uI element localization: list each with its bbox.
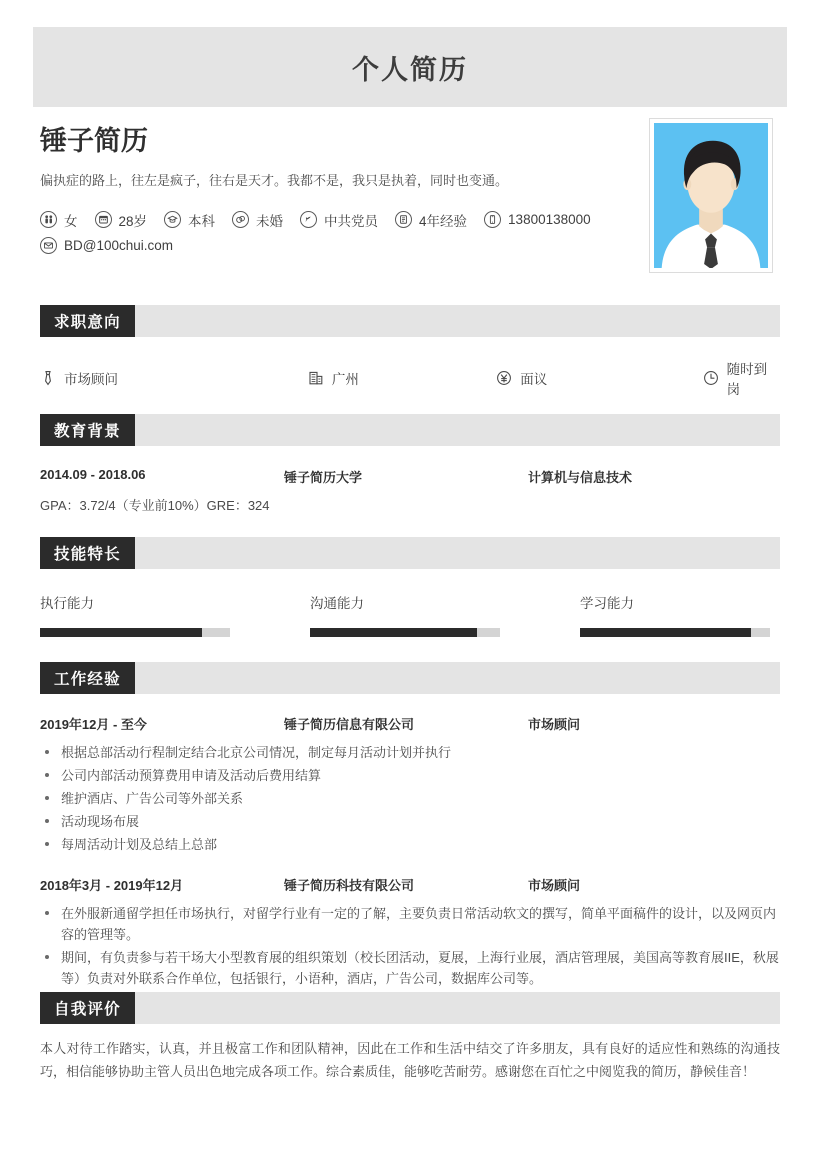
meta-experience [395, 210, 467, 230]
envelope-icon [40, 237, 57, 254]
intention-salary [496, 368, 702, 388]
skill-item-2 [580, 592, 770, 637]
skill-item-1 [310, 592, 580, 637]
section-header-education [40, 414, 780, 446]
section-title-skills: 技能特长 [40, 537, 135, 569]
calendar-icon [95, 211, 112, 228]
job-title: 市场顾问 [528, 878, 581, 894]
section-header-experience [40, 662, 780, 694]
section-body-skills [40, 592, 780, 637]
meta-age [95, 210, 148, 230]
job-title: 市场顾问 [528, 717, 581, 732]
intention-position [40, 368, 308, 388]
bullet-dot-icon [45, 773, 49, 777]
meta-experience-label: 4年经验 [419, 213, 468, 229]
clock-icon [703, 370, 719, 386]
intention-location [308, 368, 496, 388]
intention-position-label: 市场顾问 [64, 372, 118, 387]
skill-name: 执行能力 [40, 596, 94, 611]
bullet-text: 在外服新通留学担任市场执行，对留学行业有一定的了解，主要负责日常活动软文的撰写，简单平面稿件的设计，以及网页内容的管理等。 [61, 906, 777, 943]
party-emblem-icon [300, 211, 317, 228]
job-bullet-list [40, 742, 780, 855]
bullet-dot-icon [45, 750, 49, 754]
section-title-experience: 工作经验 [40, 662, 135, 694]
job-company: 锤子简历科技有限公司 [284, 878, 415, 894]
meta-marital-status-label: 未婚 [256, 213, 284, 229]
intention-salary-label: 面议 [520, 372, 548, 387]
page-title: 个人简历 [352, 54, 468, 85]
bullet-dot-icon [45, 819, 49, 823]
skill-progress-track [310, 628, 500, 637]
meta-email [40, 237, 173, 254]
section-title-education: 教育背景 [40, 414, 135, 446]
bullet-dot-icon [45, 911, 49, 915]
bullet-text: 根据总部活动行程制定结合北京公司情况，制定每月活动计划并执行 [61, 745, 452, 760]
intention-availability [703, 358, 780, 398]
intention-row [40, 358, 780, 398]
bullet-text: 公司内部活动预算费用申请及活动后费用结算 [61, 768, 322, 784]
section-header-skills [40, 537, 780, 569]
intention-location-label: 广州 [331, 372, 359, 387]
bullet-text: 每周活动计划及总结上总部 [61, 837, 218, 853]
education-entry-header [40, 467, 780, 486]
skill-progress-fill [310, 628, 477, 637]
intention-availability-label: 随时到岗 [726, 362, 768, 397]
skill-name: 沟通能力 [310, 596, 364, 611]
section-header-self-evaluation [40, 992, 780, 1024]
section-body-self-evaluation [40, 1037, 780, 1083]
section-title-self-evaluation: 自我评价 [40, 992, 135, 1024]
job-date: 2019年12月 - 至今 [40, 717, 147, 732]
meta-gender [40, 210, 78, 230]
building-icon [308, 370, 324, 386]
section-header-intention [40, 305, 780, 337]
bullet-text: 期间，有负责参与若干场大小型教育展的组织策划（校长团活动，夏展，上海行业展，酒店管理展，美国高等教育展IIE，秋展等）负责对外联系合作单位，包括银行，小语种，酒店，广告公司，数据库公司等。 [61, 950, 779, 987]
job-date: 2018年3月 - 2019年12月 [40, 878, 184, 894]
meta-phone-label: 13800138000 [508, 212, 591, 228]
job-company: 锤子简历信息有限公司 [284, 717, 415, 732]
skill-progress-fill [40, 628, 202, 637]
skill-progress-track [580, 628, 770, 637]
meta-age-label: 28岁 [118, 213, 148, 229]
list-item [40, 765, 780, 786]
list-item [40, 788, 780, 809]
meta-education-label: 本科 [188, 213, 216, 229]
yen-icon [496, 370, 512, 386]
skill-name: 学习能力 [580, 596, 634, 611]
self-evaluation-text: 本人对待工作踏实，认真，并且极富工作和团队精神，因此在工作和生活中结交了许多朋友，具有良好的适应性和熟练的沟通技巧，相信能够协助主管人员出色地完成各项工作。综合素质佳，能够吃苦耐劳。感谢您在百忙之中阅览我的简历，静候佳音！ [40, 1041, 780, 1080]
tie-icon [40, 370, 56, 386]
bullet-dot-icon [45, 842, 49, 846]
education-major: 计算机与信息技术 [528, 470, 633, 485]
meta-political-status-label: 中共党员 [324, 213, 379, 229]
list-item [40, 903, 780, 945]
experience-job-1 [40, 875, 780, 989]
bullet-dot-icon [45, 955, 49, 959]
phone-icon [484, 211, 501, 228]
skill-progress-fill [580, 628, 751, 637]
graduation-cap-icon [164, 211, 181, 228]
meta-political-status [300, 210, 378, 230]
education-school: 锤子简历大学 [284, 470, 363, 485]
education-entry [40, 467, 780, 514]
candidate-motto: 偏执症的路上，往左是疯子，往右是天才。我都不是，我只是执着，同时也变通。 [40, 173, 509, 189]
job-header [40, 714, 780, 733]
meta-email-label: BD@100chui.com [64, 237, 174, 253]
job-bullet-list [40, 903, 780, 989]
experience-job-0 [40, 714, 780, 855]
candidate-name: 锤子简历 [40, 126, 148, 156]
list-item [40, 834, 780, 855]
meta-phone [484, 211, 591, 228]
job-header [40, 875, 780, 894]
profile-photo [654, 123, 768, 268]
document-title-banner [33, 27, 787, 107]
section-body-intention [40, 358, 780, 398]
section-body-education [40, 467, 780, 514]
marital-status-icon [232, 211, 249, 228]
section-title-intention: 求职意向 [40, 305, 135, 337]
skills-row [40, 592, 780, 637]
meta-gender-label: 女 [64, 213, 78, 229]
bullet-text: 活动现场布展 [61, 814, 140, 830]
skill-progress-track [40, 628, 230, 637]
meta-education [164, 210, 215, 230]
list-item [40, 742, 780, 763]
skill-item-0 [40, 592, 310, 637]
education-detail: GPA：3.72/4（专业前10%）GRE：324 [40, 498, 270, 513]
document-icon [395, 211, 412, 228]
section-body-experience [40, 714, 780, 991]
bullet-text: 维护酒店、广告公司等外部关系 [61, 791, 244, 807]
education-date: 2014.09 - 2018.06 [40, 467, 146, 482]
gender-icon [40, 211, 57, 228]
list-item [40, 811, 780, 832]
profile-photo-frame [649, 118, 773, 273]
list-item [40, 947, 780, 989]
meta-marital-status [232, 210, 283, 230]
bullet-dot-icon [45, 796, 49, 800]
